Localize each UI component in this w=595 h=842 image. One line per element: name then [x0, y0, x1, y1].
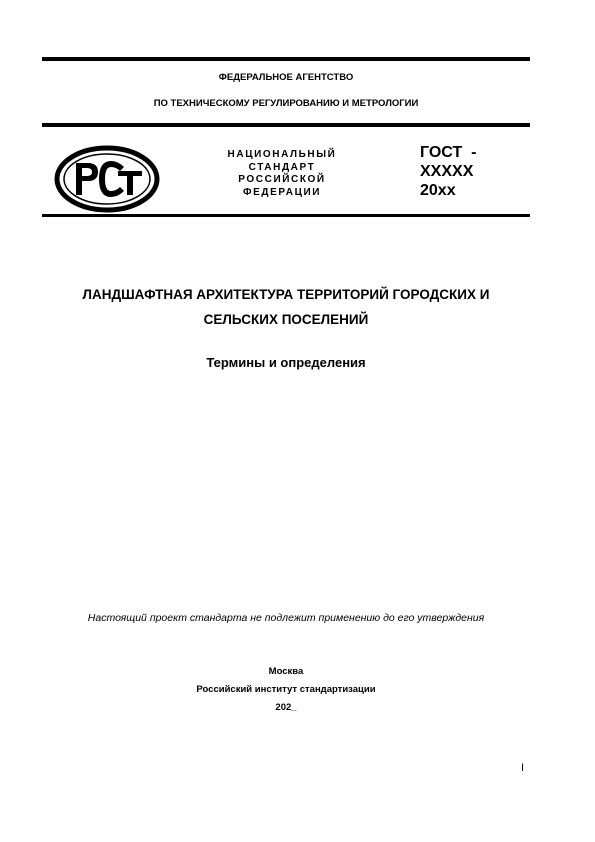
- mid-rule: [42, 123, 530, 127]
- title-line: ЛАНДШАФТНАЯ АРХИТЕКТУРА ТЕРРИТОРИЙ ГОРОДСКИХ И: [82, 287, 490, 302]
- national-line: СТАНДАРТ: [248, 161, 316, 173]
- draft-notice: Настоящий проект стандарта не подлежит применению до его утверждения: [87, 612, 485, 624]
- national-line: ФЕДЕРАЦИИ: [242, 186, 322, 198]
- agency-line-2: ПО ТЕХНИЧЕСКОМУ РЕГУЛИРОВАНИЮ И МЕТРОЛОГИИ: [153, 98, 419, 109]
- agency-line-1: ФЕДЕРАЛЬНОЕ АГЕНТСТВО: [218, 72, 354, 83]
- title-line: СЕЛЬСКИХ ПОСЕЛЕНИЙ: [203, 312, 369, 327]
- rst-logo-icon: [54, 145, 160, 213]
- imprint-year: 202_: [275, 702, 297, 713]
- page-number: I: [521, 762, 525, 774]
- national-line: НАЦИОНАЛЬНЫЙ: [227, 149, 337, 160]
- document-title: [42, 282, 530, 332]
- top-rule: [42, 57, 530, 61]
- imprint-city: Москва: [268, 666, 304, 677]
- bottom-rule: [42, 214, 530, 217]
- national-line: РОССИЙСКОЙ: [238, 174, 326, 185]
- imprint-block: [42, 663, 530, 717]
- national-standard-label: [212, 149, 352, 199]
- gost-designation: [420, 143, 476, 200]
- gost-line: XXXXX: [420, 163, 474, 180]
- gost-line: ГОСТ -: [420, 144, 477, 161]
- imprint-publisher: Российский институт стандартизации: [196, 684, 376, 695]
- document-subtitle: Термины и определения: [206, 355, 366, 370]
- gost-line: 20xx: [420, 182, 456, 199]
